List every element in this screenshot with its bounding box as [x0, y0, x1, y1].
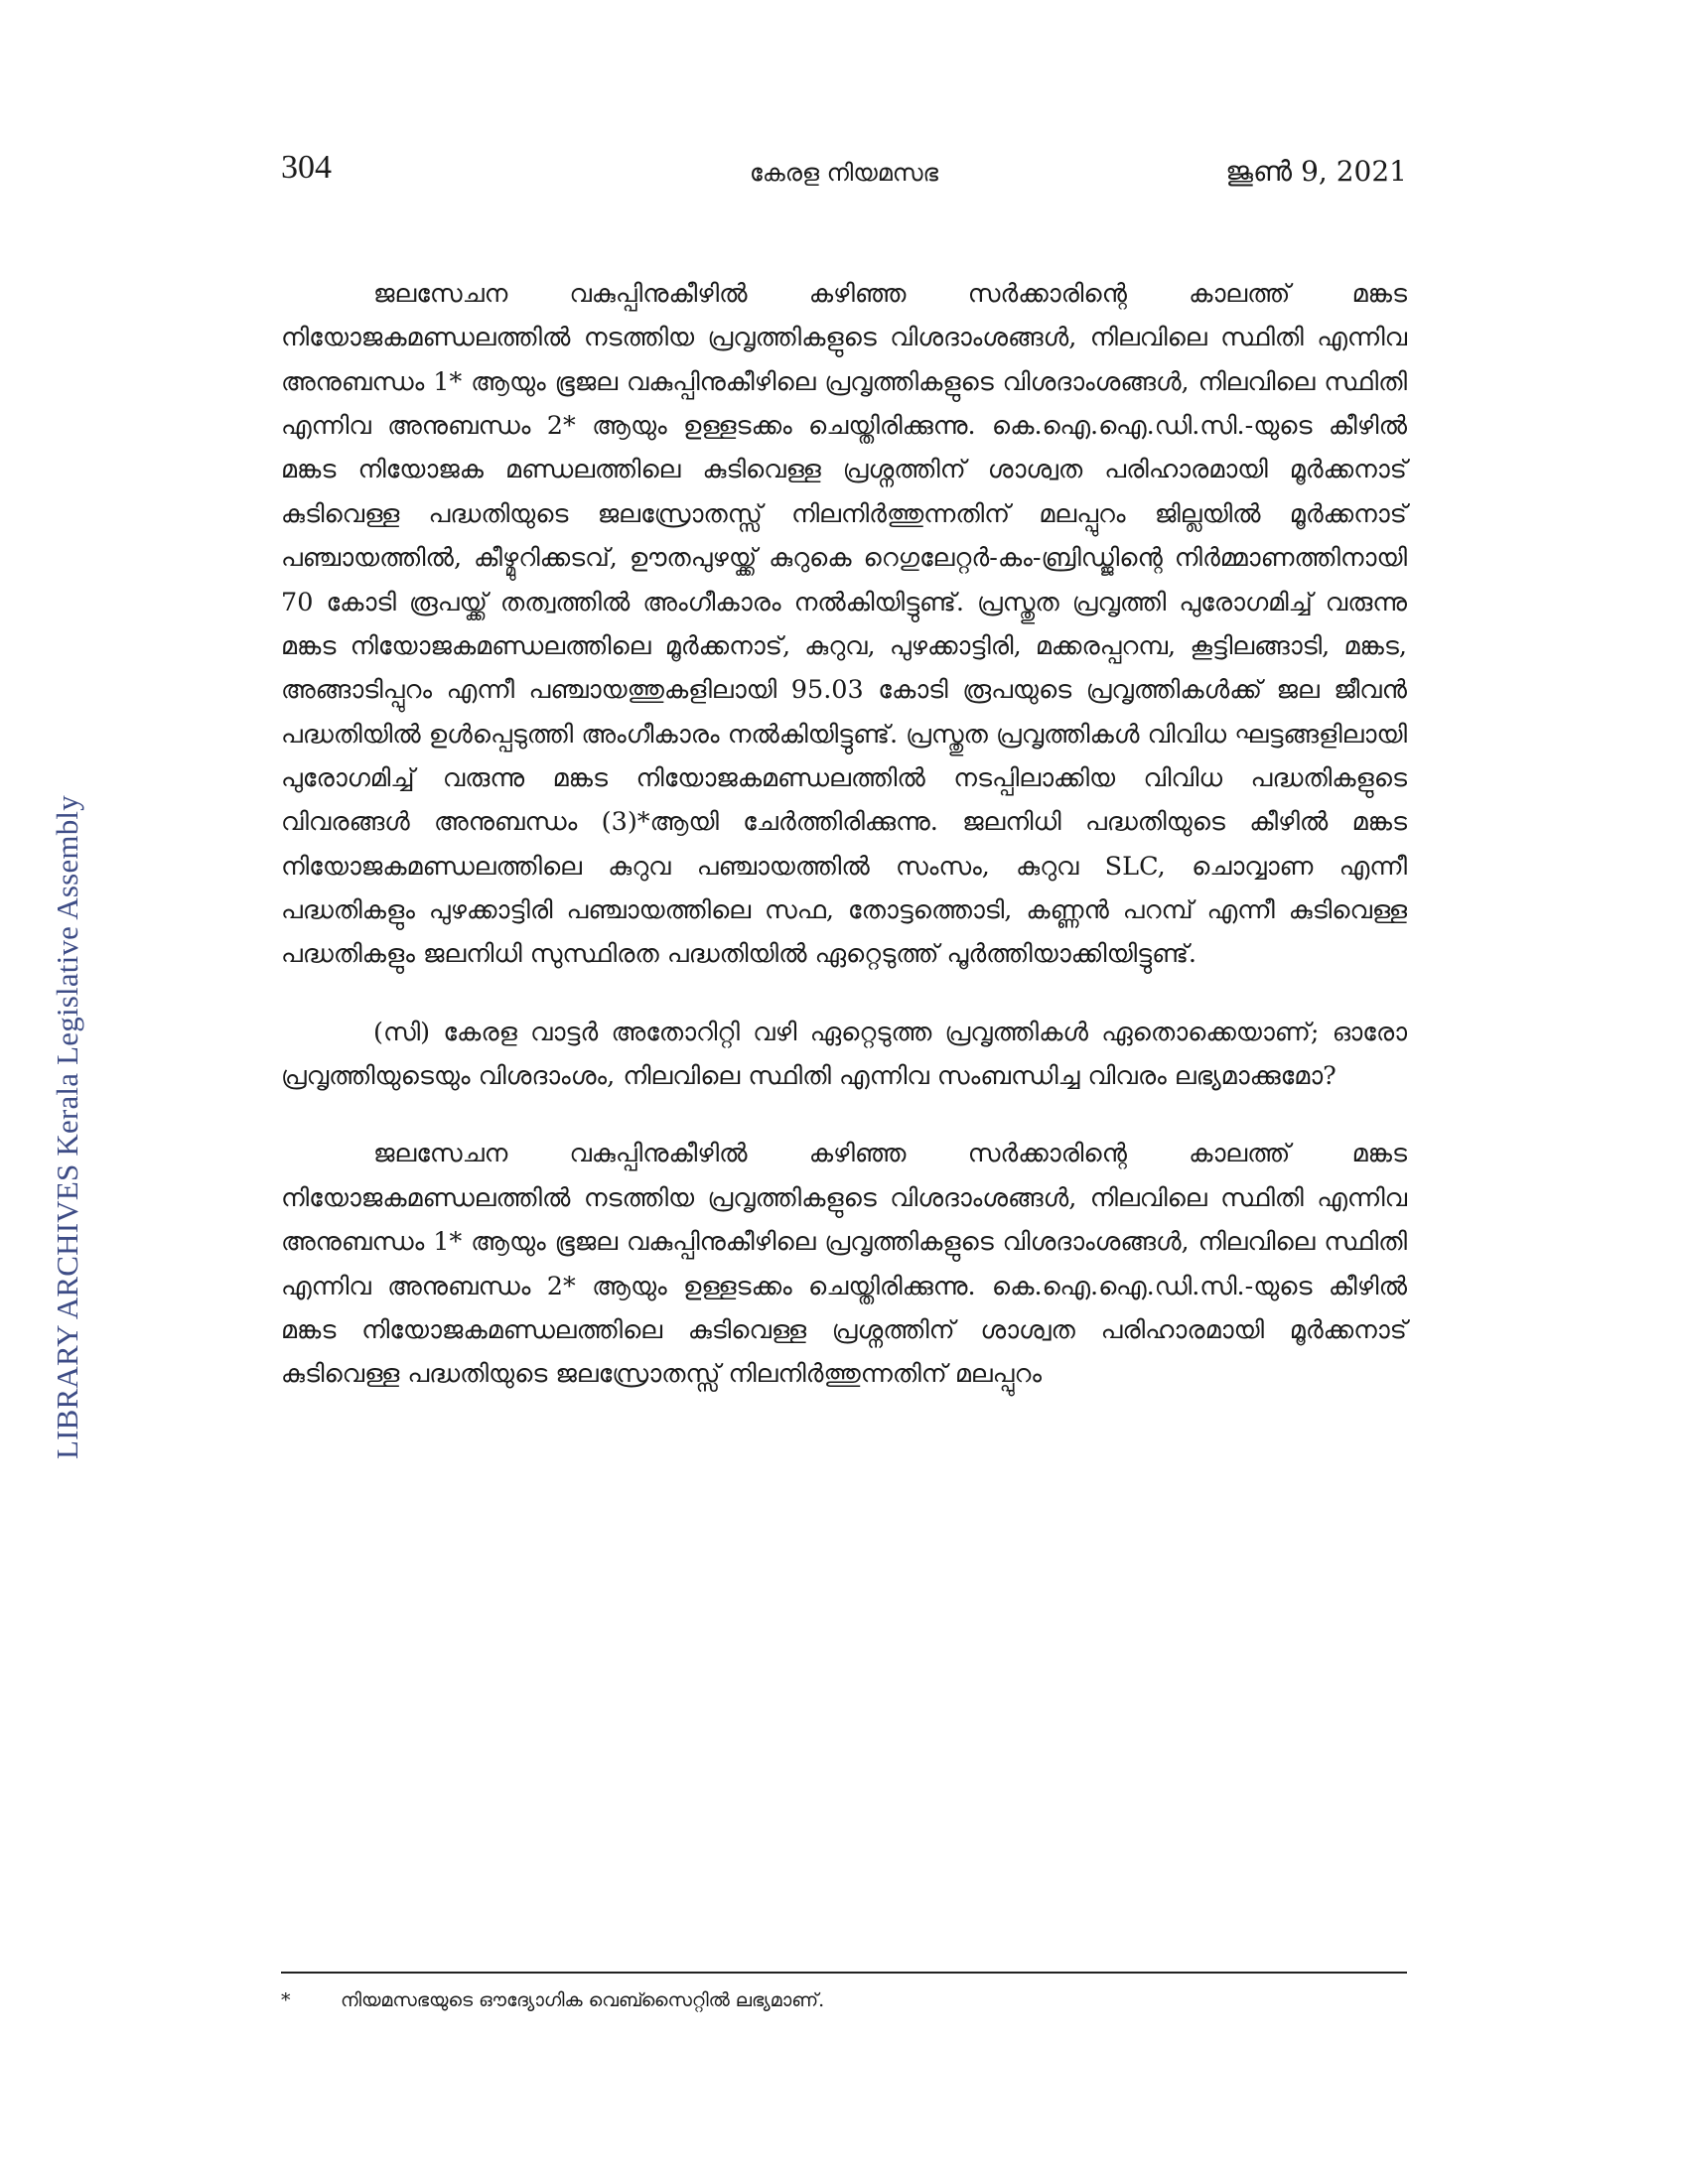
- footnote-divider: [281, 1972, 1407, 1974]
- running-date: ജൂൺ 9, 2021: [1225, 155, 1407, 188]
- body-text: [281, 272, 1407, 1397]
- question-c-paragraph: (സി) കേരള വാട്ടർ അതോറിറ്റി വഴി ഏറ്റെടുത്ത പ്രവൃത്തികൾ ഏതൊക്കെയാണ്; ഓരോ പ്രവൃത്തിയുടെയും വിശദാംശം, നിലവിലെ സ്ഥിതി എന്നിവ സംബന്ധിച്ച വിവരം ലഭ്യമാക്കുമോ?: [281, 1017, 1407, 1092]
- archive-watermark: LIBRARY ARCHIVES Kerala Legislative Assembly: [50, 795, 84, 1459]
- footnote-mark: *: [281, 1989, 291, 2011]
- answer-paragraph-1: ജലസേചന വകുപ്പിനുകീഴിൽ കഴിഞ്ഞ സർക്കാരിന്റെ കാലത്ത് മങ്കട നിയോജകമണ്ഡലത്തിൽ നടത്തിയ പ്രവൃത്തികളുടെ വിശദാംശങ്ങൾ, നിലവിലെ സ്ഥിതി എന്നിവ അനുബന്ധം 1* ആയും ഭൂജല വകുപ്പിനുകീഴിലെ പ്രവൃത്തികളുടെ വിശദാംശങ്ങൾ, നിലവിലെ സ്ഥിതി എന്നിവ അനുബന്ധം 2* ആയും ഉള്ളടക്കം ചെയ്തിരിക്കുന്നു. കെ.ഐ.ഐ.ഡി.സി.-യുടെ കീഴിൽ മങ്കട നിയോജക മണ്ഡലത്തിലെ കുടിവെള്ള പ്രശ്നത്തിന് ശാശ്വത പരിഹാരമായി മൂർക്കനാട് കുടിവെള്ള പദ്ധതിയുടെ ജലസ്രോതസ്സ് നിലനിർത്തുന്നതിന് മലപ്പുറം ജില്ലയിൽ മൂർക്കനാട് പഞ്ചായത്തിൽ, കീഴ്മുറിക്കടവ്, ഊതപുഴയ്ക്ക് കുറുകെ റെഗുലേറ്റർ-കം-ബ്രിഡ്ജിന്റെ നിർമ്മാണത്തിനായി 70 കോടി രൂപയ്ക്ക് തത്വത്തിൽ അംഗീകാരം നൽകിയിട്ടുണ്ട്. പ്രസ്തുത പ്രവൃത്തി പുരോഗമിച്ച് വരുന്നു മങ്കട നിയോജകമണ്ഡലത്തിലെ മൂർക്കനാട്, കുറുവ, പുഴക്കാട്ടിരി, മക്കരപ്പറമ്പ, കൂട്ടിലങ്ങാടി, മങ്കട, അങ്ങാടിപ്പുറം എന്നീ പഞ്ചായത്തുകളിലായി 95.03 കോടി രൂപയുടെ പ്രവൃത്തികൾക്ക് ജല ജീവൻ പദ്ധതിയിൽ ഉൾപ്പെടുത്തി അംഗീകാരം നൽകിയിട്ടുണ്ട്. പ്രസ്തുത പ്രവൃത്തികൾ വിവിധ ഘട്ടങ്ങളിലായി പുരോഗമിച്ച് വരുന്നു മങ്കട നിയോജകമണ്ഡലത്തിൽ നടപ്പിലാക്കിയ വിവിധ പദ്ധതികളുടെ വിവരങ്ങൾ അനുബന്ധം (3)*ആയി ചേർത്തിരിക്കുന്നു. ജലനിധി പദ്ധതിയുടെ കീഴിൽ മങ്കട നിയോജകമണ്ഡലത്തിലെ കുറുവ പഞ്ചായത്തിൽ സംസം, കുറുവ SLC, ചൊവ്വാണ എന്നീ പദ്ധതികളും പുഴക്കാട്ടിരി പഞ്ചായത്തിലെ സഫ, തോട്ടത്തൊടി, കണ്ണൻ പറമ്പ് എന്നീ കുടിവെള്ള പദ്ധതികളും ജലനിധി സുസ്ഥിരത പദ്ധതിയിൽ ഏറ്റെടുത്ത് പൂർത്തിയാക്കിയിട്ടുണ്ട്.: [281, 279, 1407, 970]
- footnote-text: നിയമസഭയുടെ ഔദ്യോഗിക വെബ്സൈറ്റിൽ ലഭ്യമാണ്.: [341, 1989, 825, 2011]
- footnote: [281, 1989, 1407, 2011]
- answer-paragraph-2: ജലസേചന വകുപ്പിനുകീഴിൽ കഴിഞ്ഞ സർക്കാരിന്റെ കാലത്ത് മങ്കട നിയോജകമണ്ഡലത്തിൽ നടത്തിയ പ്രവൃത്തികളുടെ വിശദാംശങ്ങൾ, നിലവിലെ സ്ഥിതി എന്നിവ അനുബന്ധം 1* ആയും ഭൂജല വകുപ്പിനുകീഴിലെ പ്രവൃത്തികളുടെ വിശദാംശങ്ങൾ, നിലവിലെ സ്ഥിതി എന്നിവ അനുബന്ധം 2* ആയും ഉള്ളടക്കം ചെയ്തിരിക്കുന്നു. കെ.ഐ.ഐ.ഡി.സി.-യുടെ കീഴിൽ മങ്കട നിയോജകമണ്ഡലത്തിലെ കുടിവെള്ള പ്രശ്നത്തിന് ശാശ്വത പരിഹാരമായി മൂർക്കനാട് കുടിവെള്ള പദ്ധതിയുടെ ജലസ്രോതസ്സ് നിലനിർത്തുന്നതിന് മലപ്പുറം: [281, 1139, 1407, 1390]
- page-number: 304: [281, 149, 332, 186]
- running-title: കേരള നിയമസഭ: [749, 159, 939, 187]
